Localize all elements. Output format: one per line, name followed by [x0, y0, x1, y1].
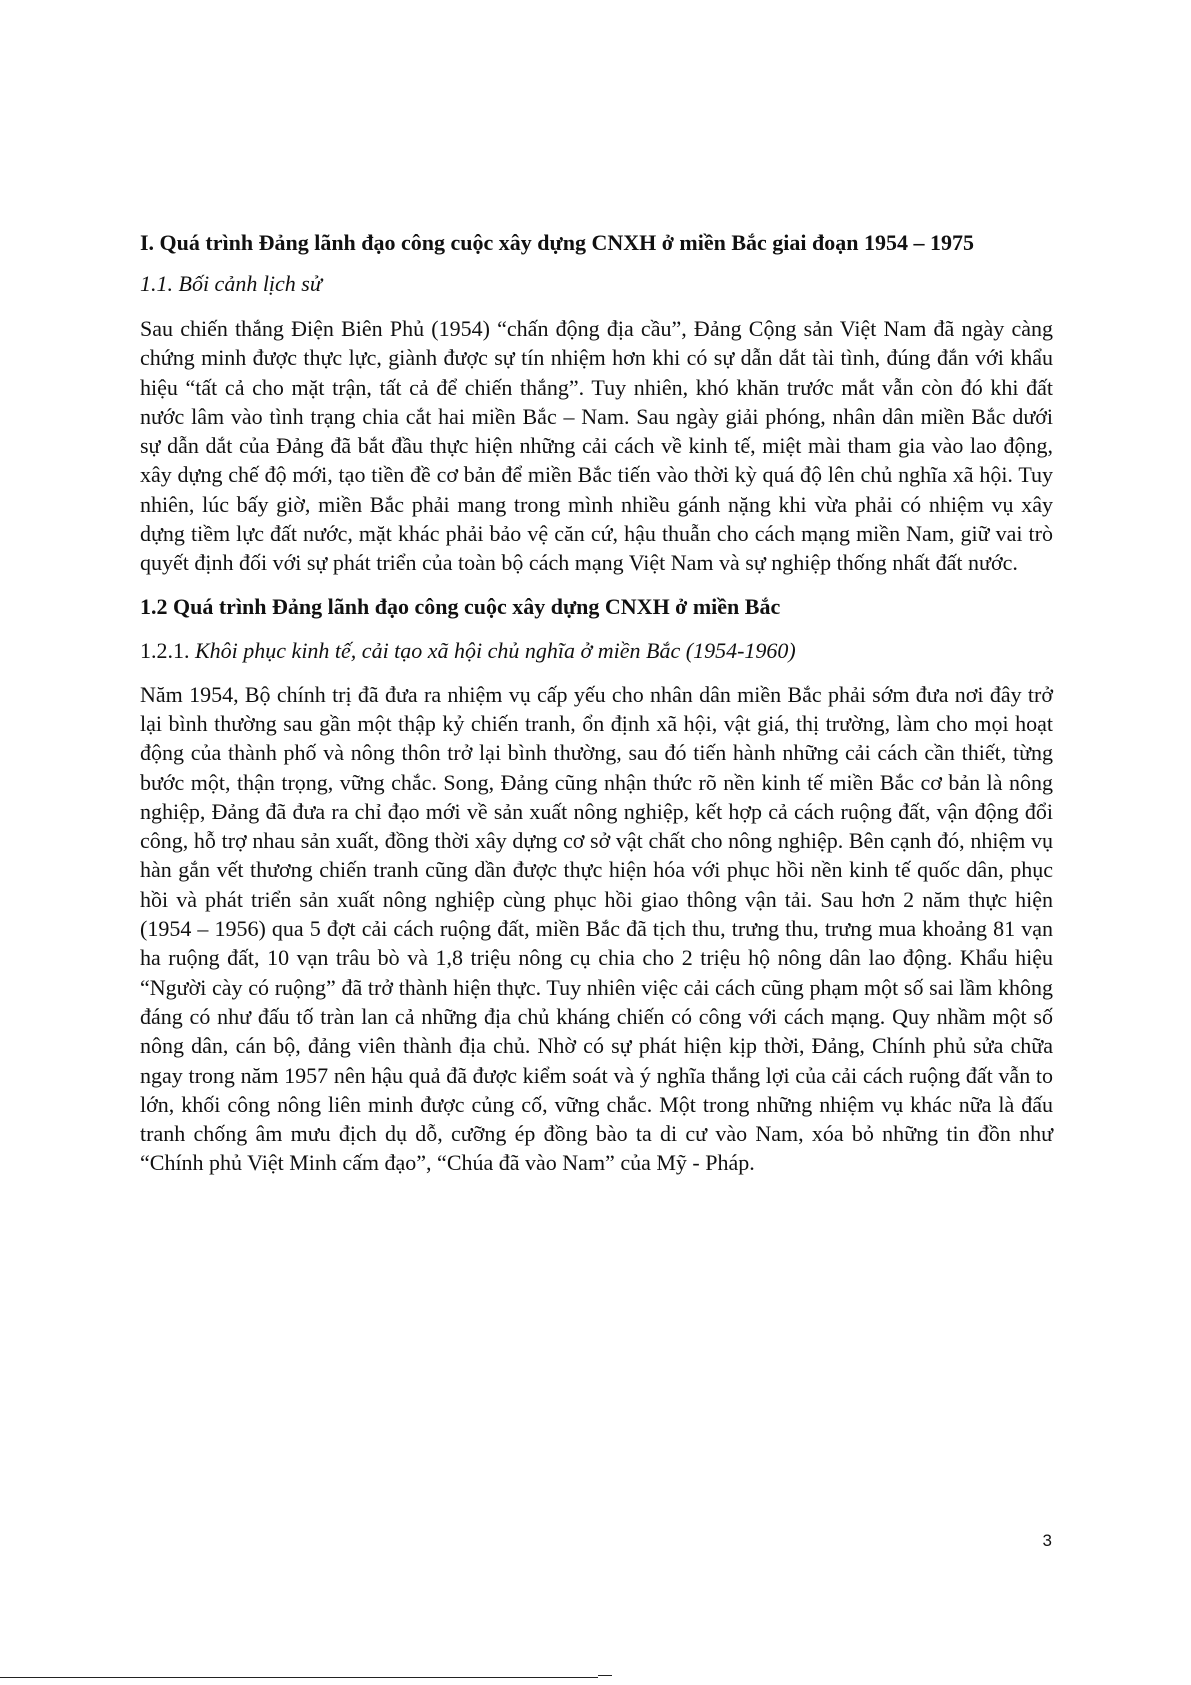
- subsection-1-2-1-number: 1.2.1.: [140, 637, 195, 663]
- subsection-1-1-heading: 1.1. Bối cảnh lịch sử: [140, 271, 322, 296]
- paragraph-economic-recovery: Năm 1954, Bộ chính trị đã đưa ra nhiệm vụ cấp yếu cho nhân dân miền Bắc phải sớm đưa nơi đây trở lại bình thường sau gần một thập kỷ chiến tranh, ổn định xã hội, vật giá, thị trường, làm cho mọi hoạt động của thành phố và nông thôn trở lại bình thường, sau đó tiến hành những cải cách cần thiết, từng bước một, thận trọng, vững chắc. Song, Đảng cũng nhận thức rõ nền kinh tế miền Bắc cơ bản là nông nghiệp, Đảng đã đưa ra chỉ đạo mới về sản xuất nông nghiệp, kết hợp cả cách ruộng đất, vận động đổi công, hỗ trợ nhau sản xuất, đồng thời xây dựng cơ sở vật chất cho nông nghiệp. Bên cạnh đó, nhiệm vụ hàn gắn vết thương chiến tranh cũng dần được thực hiện hóa với phục hồi nền kinh tế quốc dân, phục hồi và phát triển sản xuất nông nghiệp cùng phục hồi giao thông vận tải. Sau hơn 2 năm thực hiện (1954 – 1956) qua 5 đợt cải cách ruộng đất, miền Bắc đã tịch thu, trưng thu, trưng mua khoảng 81 vạn ha ruộng đất, 10 vạn trâu bò và 1,8 triệu nông cụ chia cho 2 triệu hộ nông dân lao động. Khẩu hiệu “Người cày có ruộng” đã trở thành hiện thực. Tuy nhiên việc cải cách cũng phạm một số sai lầm không đáng có như đấu tố tràn lan cả những địa chủ kháng chiến có công với cách mạng. Quy nhầm một số nông dân, cán bộ, đảng viên thành địa chủ. Nhờ có sự phát hiện kịp thời, Đảng, Chính phủ sửa chữa ngay trong năm 1957 nên hậu quả đã được kiểm soát và ý nghĩa thắng lợi của cải cách ruộng đất vẫn to lớn, khối công nông liên minh được củng cố, vững chắc. Một trong những nhiệm vụ khác nữa là đấu tranh chống âm mưu địch dụ dỗ, cưỡng ép đồng bào ta di cư vào Nam, xóa bỏ những tin đồn như “Chính phủ Việt Minh cấm đạo”, “Chúa đã vào Nam” của Mỹ - Pháp.: [140, 681, 1053, 1176]
- subsection-1-2-1-heading: [140, 636, 1053, 665]
- subsection-1-2-heading: 1.2 Quá trình Đảng lãnh đạo công cuộc xây dựng CNXH ở miền Bắc: [140, 593, 781, 619]
- page-number: 3: [1042, 1531, 1052, 1550]
- paragraph-historical-context: Sau chiến thắng Điện Biên Phủ (1954) “chấn động địa cầu”, Đảng Cộng sản Việt Nam đã ngày càng chứng minh được thực lực, giành được sự tín nhiệm hơn khi có sự dẫn dắt tài tình, đúng đắn với khẩu hiệu “tất cả cho mặt trận, tất cả để chiến thắng”. Tuy nhiên, khó khăn trước mắt vẫn còn đó khi đất nước lâm vào tình trạng chia cắt hai miền Bắc – Nam. Sau ngày giải phóng, nhân dân miền Bắc dưới sự dẫn dắt của Đảng đã bắt đầu thực hiện những cải cách về kinh tế, miệt mài tham gia vào lao động, xây dựng chế độ mới, tạo tiền đề cơ bản để miền Bắc tiến vào thời kỳ quá độ lên chủ nghĩa xã hội. Tuy nhiên, lúc bấy giờ, miền Bắc phải mang trong mình nhiều gánh nặng khi vừa phải có nhiệm vụ xây dựng tiềm lực đất nước, mặt khác phải bảo vệ căn cứ, hậu thuẫn cho cách mạng miền Nam, giữ vai trò quyết định đối với sự phát triển của toàn bộ cách mạng Việt Nam và sự nghiệp thống nhất đất nước.: [140, 316, 1053, 576]
- section-heading: I. Quá trình Đảng lãnh đạo công cuộc xây dựng CNXH ở miền Bắc giai đoạn 1954 – 1975: [140, 230, 974, 255]
- footer-divider: [0, 1677, 598, 1678]
- footer-divider-tick: [598, 1675, 612, 1676]
- document-page: [140, 228, 1053, 1192]
- subsection-1-2-1-title: Khôi phục kinh tế, cải tạo xã hội chủ nghĩa ở miền Bắc (1954-1960): [195, 637, 796, 663]
